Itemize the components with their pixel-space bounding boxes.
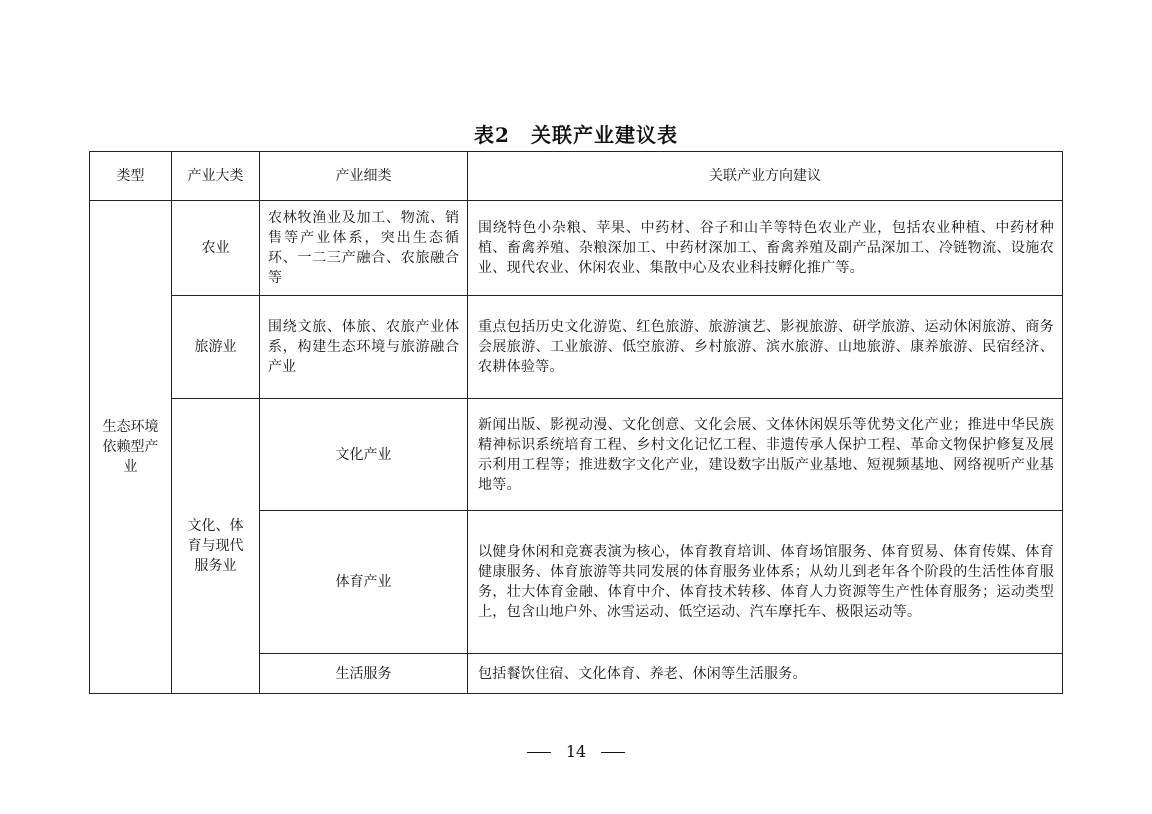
header-type: 类型 (90, 152, 172, 201)
subcategory-cell: 文化产业 (260, 399, 468, 511)
table-row (90, 201, 1063, 296)
table-row (90, 296, 1063, 399)
page-footer (0, 740, 1152, 764)
subcategory-cell: 体育产业 (260, 511, 468, 654)
related-industry-table (89, 151, 1063, 694)
right-dash-divider (601, 752, 625, 753)
suggestion-cell: 新闻出版、影视动漫、文化创意、文化会展、文体休闲娱乐等优势文化产业；推进中华民族精神标识系统培育工程、乡村文化记忆工程、非遗传承人保护工程、革命文物保护修复及展示利用工程等；推进数字文化产业，建设数字出版产业基地、短视频基地、网络视听产业基地等。 (468, 399, 1063, 511)
table-header-row (90, 152, 1063, 201)
type-cell: 生态环境依赖型产业 (90, 201, 172, 694)
subcategory-cell: 围绕文旅、体旅、农旅产业体系，构建生态环境与旅游融合产业 (260, 296, 468, 399)
table-title: 表2 关联产业建议表 (474, 123, 678, 147)
suggestion-cell: 围绕特色小杂粮、苹果、中药材、谷子和山羊等特色农业产业，包括农业种植、中药材种植、畜禽养殖、杂粮深加工、中药材深加工、畜禽养殖及副产品深加工、冷链物流、设施农业、现代农业、休闲农业、集散中心及农业科技孵化推广等。 (468, 201, 1063, 296)
header-category: 产业大类 (172, 152, 260, 201)
page-number: 14 (565, 742, 587, 761)
left-dash-divider (527, 752, 551, 753)
category-agriculture: 农业 (172, 201, 260, 296)
category-tourism: 旅游业 (172, 296, 260, 399)
suggestion-cell: 重点包括历史文化游览、红色旅游、旅游演艺、影视旅游、研学旅游、运动休闲旅游、商务会展旅游、工业旅游、低空旅游、乡村旅游、滨水旅游、山地旅游、康养旅游、民宿经济、农耕体验等。 (468, 296, 1063, 399)
subcategory-cell: 生活服务 (260, 654, 468, 694)
suggestion-cell: 以健身休闲和竞赛表演为核心，体育教育培训、体育场馆服务、体育贸易、体育传媒、体育健康服务、体育旅游等共同发展的体育服务业体系；从幼儿到老年各个阶段的生活性体育服务，壮大体育金融、体育中介、体育技术转移、体育人力资源等生产性体育服务；运动类型上，包含山地户外、冰雪运动、低空运动、汽车摩托车、极限运动等。 (468, 511, 1063, 654)
header-suggestion: 关联产业方向建议 (468, 152, 1063, 201)
category-culture-sports-service: 文化、体育与现代服务业 (172, 399, 260, 694)
header-subcategory: 产业细类 (260, 152, 468, 201)
table-row (90, 399, 1063, 511)
subcategory-cell: 农林牧渔业及加工、物流、销售等产业体系，突出生态循环、一二三产融合、农旅融合等 (260, 201, 468, 296)
suggestion-cell: 包括餐饮住宿、文化体育、养老、休闲等生活服务。 (468, 654, 1063, 694)
